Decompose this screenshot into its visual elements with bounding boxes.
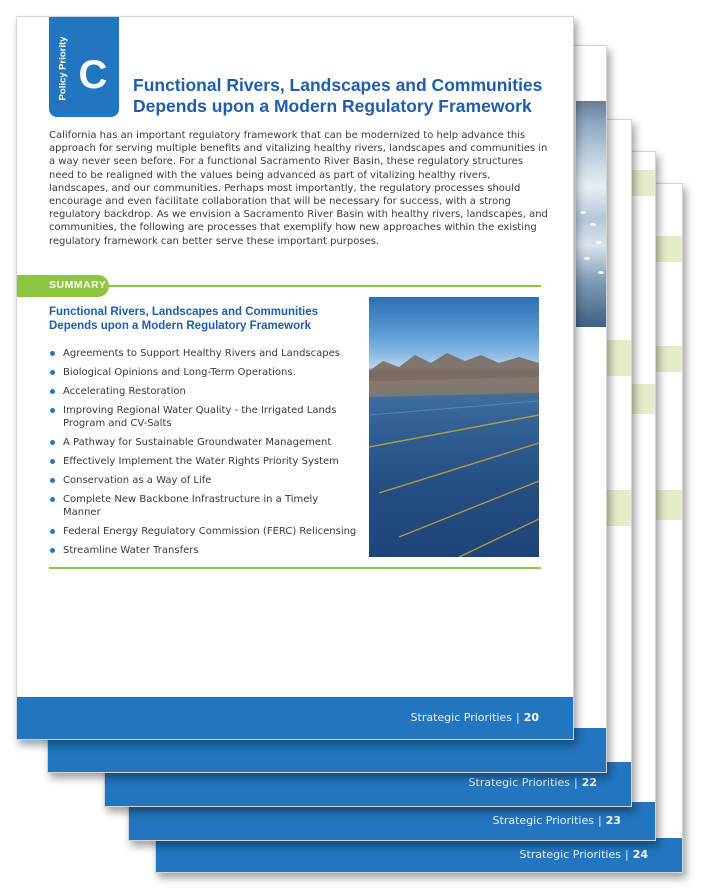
page-number: 23 bbox=[605, 814, 621, 827]
list-item: Streamline Water Transfers bbox=[49, 544, 359, 557]
summary-label: SUMMARY bbox=[49, 279, 107, 291]
swan-shape bbox=[580, 211, 586, 214]
photo-scene bbox=[369, 297, 539, 557]
bullet-dot-icon bbox=[50, 440, 55, 445]
list-item: A Pathway for Sustainable Groundwater Management bbox=[49, 436, 359, 449]
page-footer-text: Strategic Priorities | 20 bbox=[410, 711, 539, 724]
page-footer-bar bbox=[129, 802, 655, 840]
swan-shape bbox=[598, 271, 604, 274]
page-footer-text: Strategic Priorities | 22 bbox=[468, 776, 597, 789]
flooded-fields-photo bbox=[369, 297, 539, 557]
list-item: Biological Opinions and Long-Term Operations. bbox=[49, 366, 359, 379]
front-page bbox=[16, 16, 574, 740]
lake-photo bbox=[576, 101, 607, 327]
list-item: Federal Energy Regulatory Commission (FERC) Relicensing bbox=[49, 525, 359, 538]
list-item: Improving Regional Water Quality - the Irrigated Lands Program and CV-Salts bbox=[49, 404, 359, 430]
bullet-dot-icon bbox=[50, 459, 55, 464]
page-number: 20 bbox=[523, 711, 539, 724]
page-title: Functional Rivers, Landscapes and Communities Depends upon a Modern Regulatory Framework bbox=[133, 75, 543, 116]
list-item: Conservation as a Way of Life bbox=[49, 474, 359, 487]
swan-shape bbox=[596, 241, 602, 244]
policy-priority-label: Policy Priority bbox=[57, 36, 69, 100]
policy-letter: C bbox=[78, 53, 108, 97]
bullet-dot-icon bbox=[50, 478, 55, 483]
page-number: 24 bbox=[632, 848, 648, 861]
summary-list bbox=[49, 347, 359, 563]
summary-bottom-divider bbox=[49, 567, 541, 569]
page-number: 22 bbox=[581, 776, 597, 789]
swan-shape bbox=[590, 223, 596, 226]
swan-shape bbox=[584, 257, 590, 260]
page-footer-text: Strategic Priorities | 23 bbox=[492, 814, 621, 827]
list-item: Accelerating Restoration bbox=[49, 385, 359, 398]
bullet-dot-icon bbox=[50, 497, 55, 502]
bullet-dot-icon bbox=[50, 408, 55, 413]
summary-tag bbox=[17, 275, 109, 297]
bullet-dot-icon bbox=[50, 389, 55, 394]
list-item: Agreements to Support Healthy Rivers and Landscapes bbox=[49, 347, 359, 360]
summary-heading: Functional Rivers, Landscapes and Communities Depends upon a Modern Regulatory Framework bbox=[49, 306, 319, 333]
bullet-dot-icon bbox=[50, 529, 55, 534]
bullet-dot-icon bbox=[50, 370, 55, 375]
page-footer-bar bbox=[156, 838, 682, 872]
list-item: Effectively Implement the Water Rights Priority System bbox=[49, 455, 359, 468]
bullet-dot-icon bbox=[50, 548, 55, 553]
intro-paragraph: California has an important regulatory framework that can be modernized to help advance this approach for serving multiple benefits and vitalizing healthy rivers, landscapes and communities in a way never seen before. For a functional Sacramento River Basin, these regulatory structures need to be realigned with the values being advanced as part of vitalizing healthy rivers, landscapes, and our communities. Perhaps most importantly, the regulatory processes should encourage and even facilitate collaboration that will be necessary for success, with a strong regulatory backdrop. As we envision a Sacramento River Basin with healthy rivers, landscapes, and communities, the following are processes that exemplify how new approaches within the existing regulatory framework can better serve these important purposes. bbox=[49, 130, 548, 247]
page-footer-bar bbox=[17, 697, 573, 739]
policy-priority-tab bbox=[49, 17, 119, 117]
page-footer-text: Strategic Priorities | 24 bbox=[519, 848, 648, 861]
list-item: Complete New Backbone Infrastructure in a Timely Manner bbox=[49, 493, 359, 519]
bullet-dot-icon bbox=[50, 351, 55, 356]
